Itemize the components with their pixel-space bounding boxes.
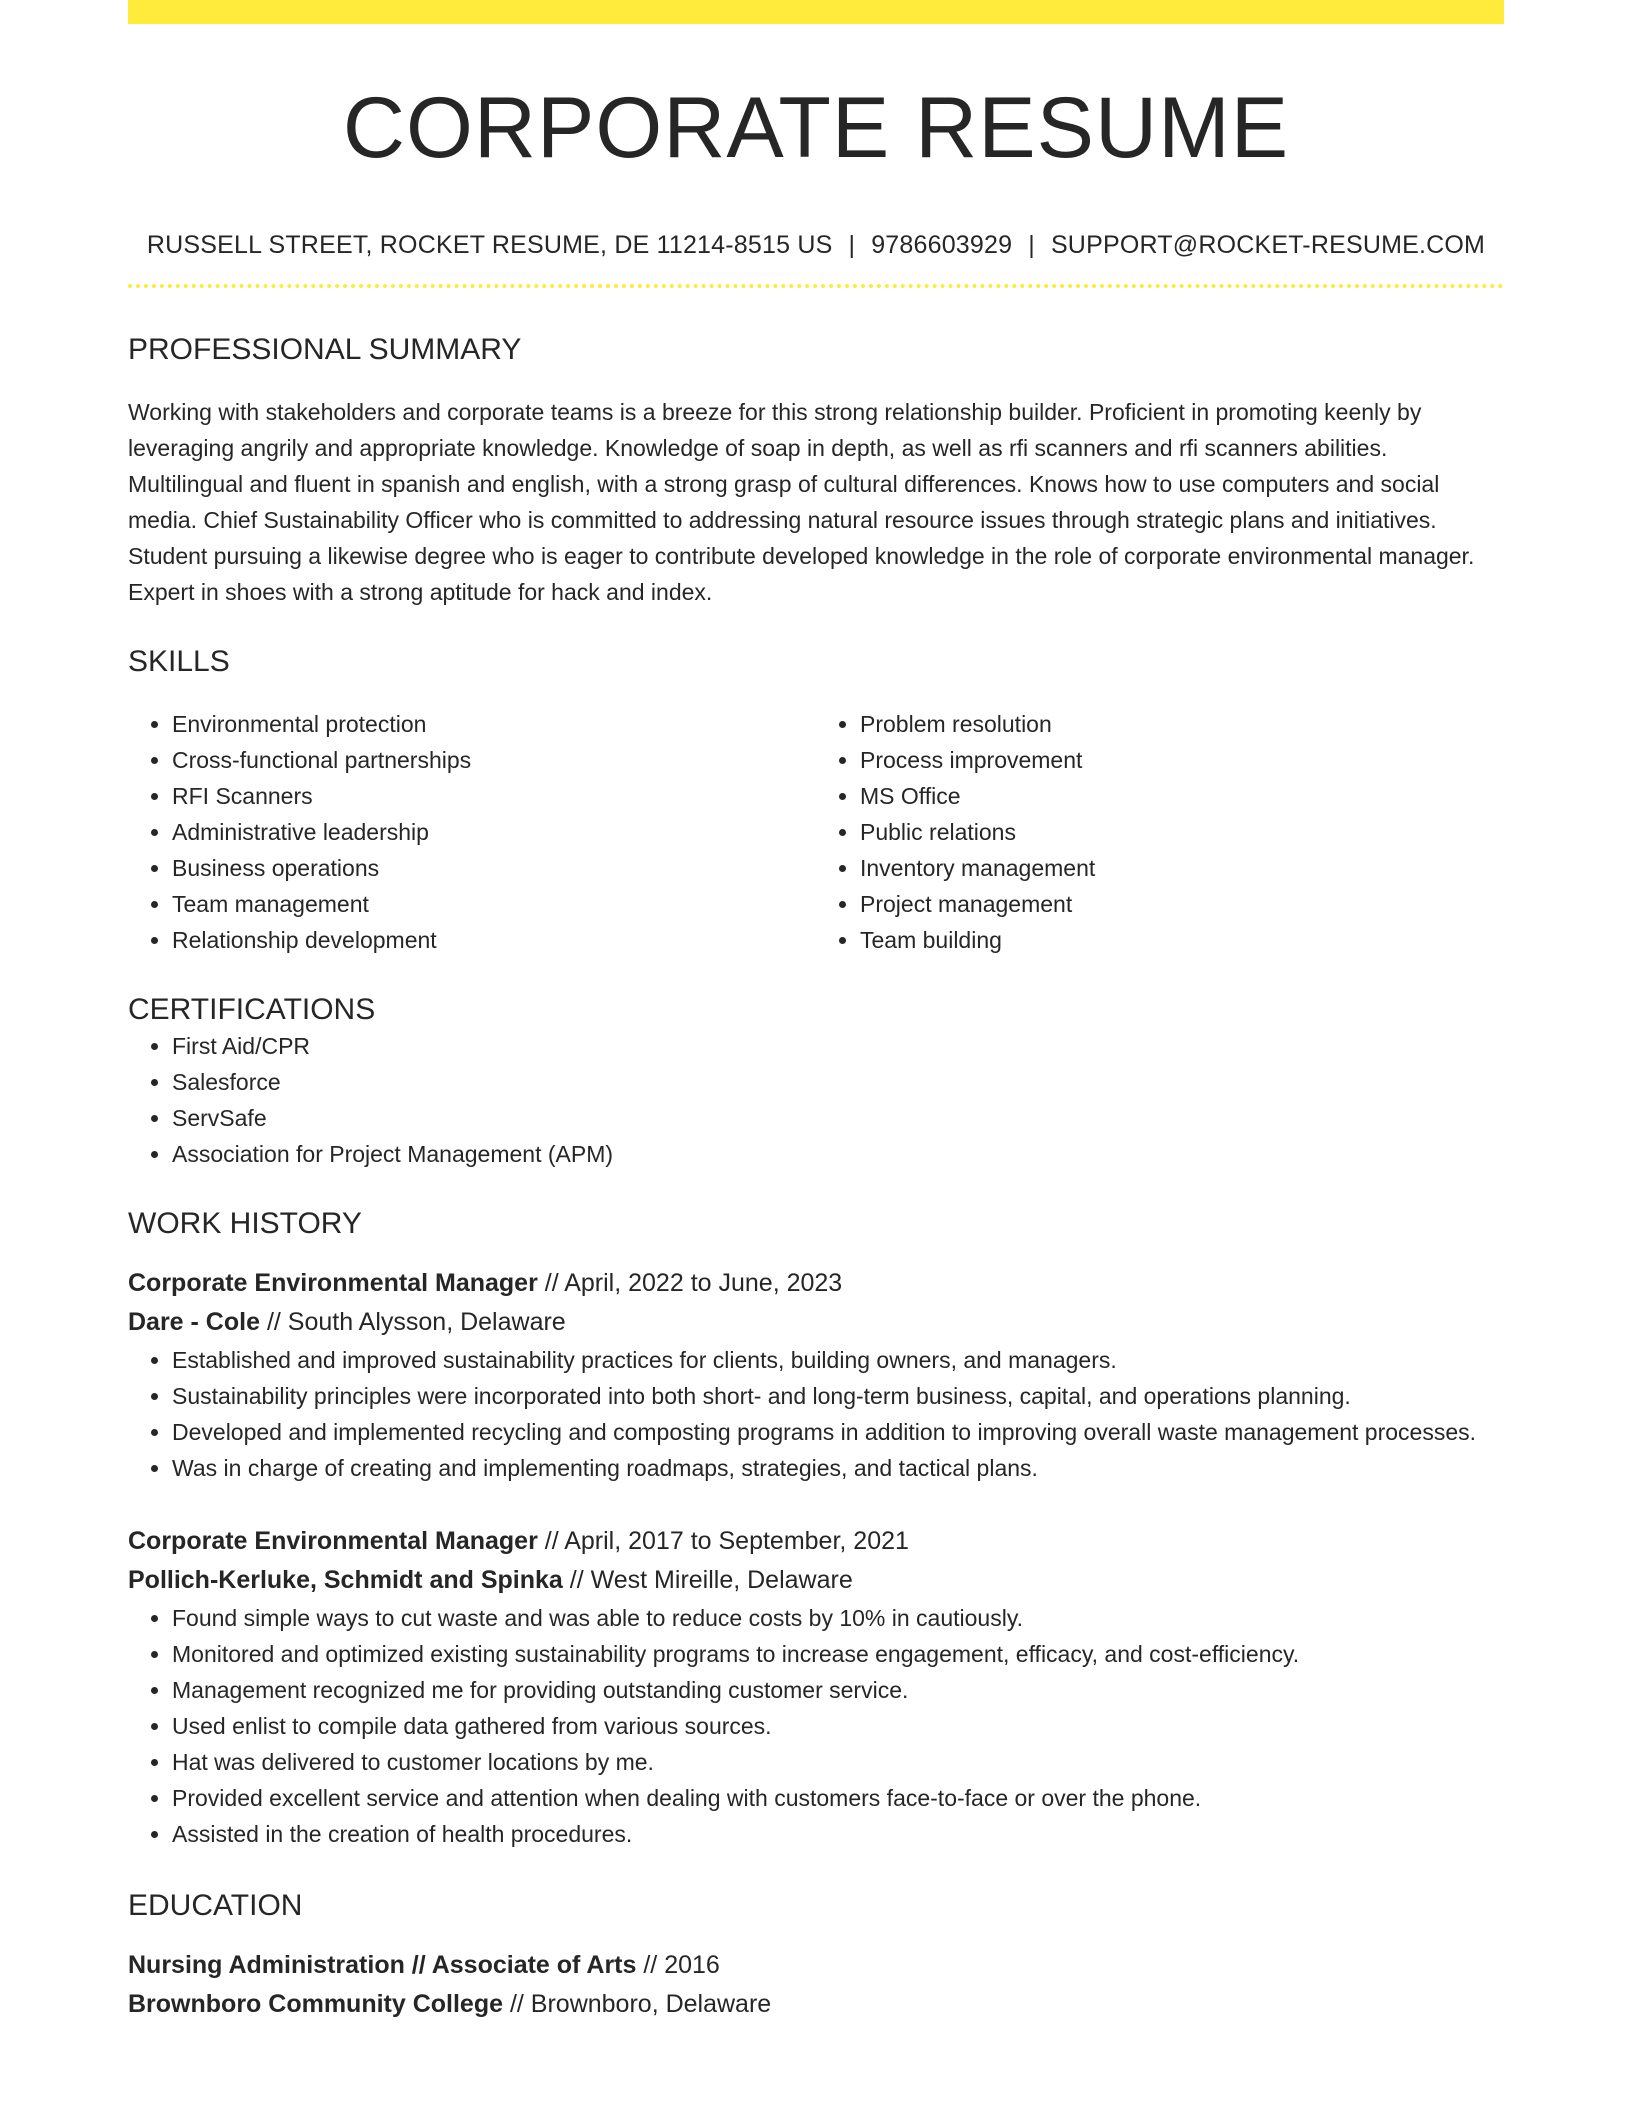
contact-address: RUSSELL STREET, ROCKET RESUME, DE 11214-8515 US bbox=[146, 231, 833, 259]
job-bullet: • Assisted in the creation of health procedures. bbox=[172, 1816, 1504, 1852]
certifications-heading: CERTIFICATIONS bbox=[128, 993, 376, 1026]
contact-phone: 9786603929 bbox=[871, 231, 1013, 259]
job-bullet: • Used enlist to compile data gathered from various sources. bbox=[172, 1708, 1504, 1744]
skill-item: • Public relations bbox=[860, 814, 1504, 850]
skills-grid bbox=[128, 706, 1504, 958]
job-bullet: • Developed and implemented recycling and composting programs in addition to improving overall waste management processes. bbox=[172, 1414, 1504, 1450]
job-bullet: • Provided excellent service and attention when dealing with customers face-to-face or over the phone. bbox=[172, 1780, 1504, 1816]
education-year: // 2016 bbox=[643, 1951, 720, 1979]
job-company-line bbox=[128, 1561, 1504, 1600]
job-title-line bbox=[128, 1522, 1504, 1561]
skill-item: • Relationship development bbox=[172, 922, 816, 958]
job-role: Corporate Environmental Manager bbox=[128, 1527, 538, 1555]
job-bullets bbox=[128, 1342, 1504, 1486]
education-heading: EDUCATION bbox=[128, 1889, 303, 1922]
contact-separator: | bbox=[1028, 231, 1035, 259]
skill-item: • Problem resolution bbox=[860, 706, 1504, 742]
resume-title: CORPORATE RESUME bbox=[342, 80, 1290, 176]
job-bullets bbox=[128, 1600, 1504, 1852]
skills-list-left bbox=[128, 706, 816, 958]
skill-item: • Inventory management bbox=[860, 850, 1504, 886]
education-school-line bbox=[128, 1985, 1504, 2024]
skill-item: • Business operations bbox=[172, 850, 816, 886]
job-dates: // April, 2022 to June, 2023 bbox=[544, 1269, 843, 1297]
contact-separator: | bbox=[848, 231, 856, 259]
job-location: // West Mireille, Delaware bbox=[569, 1566, 853, 1594]
certification-item: • Salesforce bbox=[172, 1064, 1504, 1100]
job-company-line bbox=[128, 1303, 1504, 1342]
skills-list-right bbox=[816, 706, 1504, 958]
job-location: // South Alysson, Delaware bbox=[266, 1308, 566, 1336]
skill-item: • Team management bbox=[172, 886, 816, 922]
skill-item: • MS Office bbox=[860, 778, 1504, 814]
education-degree-line bbox=[128, 1946, 1504, 1985]
accent-top-bar bbox=[128, 0, 1504, 24]
job-bullet: • Found simple ways to cut waste and was able to reduce costs by 10% in cautiously. bbox=[172, 1600, 1504, 1636]
education-degree: Nursing Administration // Associate of Arts bbox=[128, 1951, 637, 1979]
job-entry bbox=[128, 1264, 1504, 1486]
education-entry bbox=[128, 1946, 1504, 2024]
skill-item: • Cross-functional partnerships bbox=[172, 742, 816, 778]
contact-line bbox=[128, 230, 1504, 260]
resume-page bbox=[128, 0, 1504, 2024]
work-history-heading: WORK HISTORY bbox=[128, 1207, 362, 1240]
education-school: Brownboro Community College bbox=[128, 1990, 503, 2018]
skill-item: • RFI Scanners bbox=[172, 778, 816, 814]
job-bullet: • Was in charge of creating and implementing roadmaps, strategies, and tactical plans. bbox=[172, 1450, 1504, 1486]
job-bullet: • Hat was delivered to customer locations by me. bbox=[172, 1744, 1504, 1780]
certification-item: • ServSafe bbox=[172, 1100, 1504, 1136]
job-bullet: • Monitored and optimized existing sustainability programs to increase engagement, efficacy, and cost-efficiency. bbox=[172, 1636, 1504, 1672]
skill-item: • Administrative leadership bbox=[172, 814, 816, 850]
skills-heading: SKILLS bbox=[128, 645, 230, 678]
certification-item: • Association for Project Management (APM) bbox=[172, 1136, 1504, 1172]
certification-item: • First Aid/CPR bbox=[172, 1028, 1504, 1064]
skill-item: • Process improvement bbox=[860, 742, 1504, 778]
certifications-list bbox=[128, 1028, 1504, 1172]
skill-item: • Team building bbox=[860, 922, 1504, 958]
job-title-line bbox=[128, 1264, 1504, 1303]
summary-heading: PROFESSIONAL SUMMARY bbox=[128, 333, 522, 366]
dotted-divider bbox=[128, 284, 1504, 288]
summary-text: Working with stakeholders and corporate teams is a breeze for this strong relationship builder. Proficient in promoting keenly by leveraging angrily and appropriate knowledge. Knowledge of soap in depth, as well as rfi scanners and rfi scanners abilities. Multilingual and fluent in spanish and english, with a strong grasp of cultural differences. Knows how to use computers and social media. Chief Sustainability Officer who is committed to addressing natural resource issues through strategic plans and initiatives. Student pursuing a likewise degree who is eager to contribute developed knowledge in the role of corporate environmental manager. Expert in shoes with a strong aptitude for hack and index. bbox=[128, 399, 1475, 605]
job-company: Pollich-Kerluke, Schmidt and Spinka bbox=[128, 1566, 563, 1594]
contact-email: SUPPORT@ROCKET-RESUME.COM bbox=[1050, 231, 1486, 259]
job-entry bbox=[128, 1522, 1504, 1852]
job-bullet: • Established and improved sustainability practices for clients, building owners, and managers. bbox=[172, 1342, 1504, 1378]
skill-item: • Environmental protection bbox=[172, 706, 816, 742]
job-company: Dare - Cole bbox=[128, 1308, 260, 1336]
job-dates: // April, 2017 to September, 2021 bbox=[544, 1527, 909, 1555]
education-location: // Brownboro, Delaware bbox=[509, 1990, 772, 2018]
job-bullet: • Management recognized me for providing outstanding customer service. bbox=[172, 1672, 1504, 1708]
job-bullet: • Sustainability principles were incorporated into both short- and long-term business, capital, and operations planning. bbox=[172, 1378, 1504, 1414]
skill-item: • Project management bbox=[860, 886, 1504, 922]
job-role: Corporate Environmental Manager bbox=[128, 1269, 538, 1297]
